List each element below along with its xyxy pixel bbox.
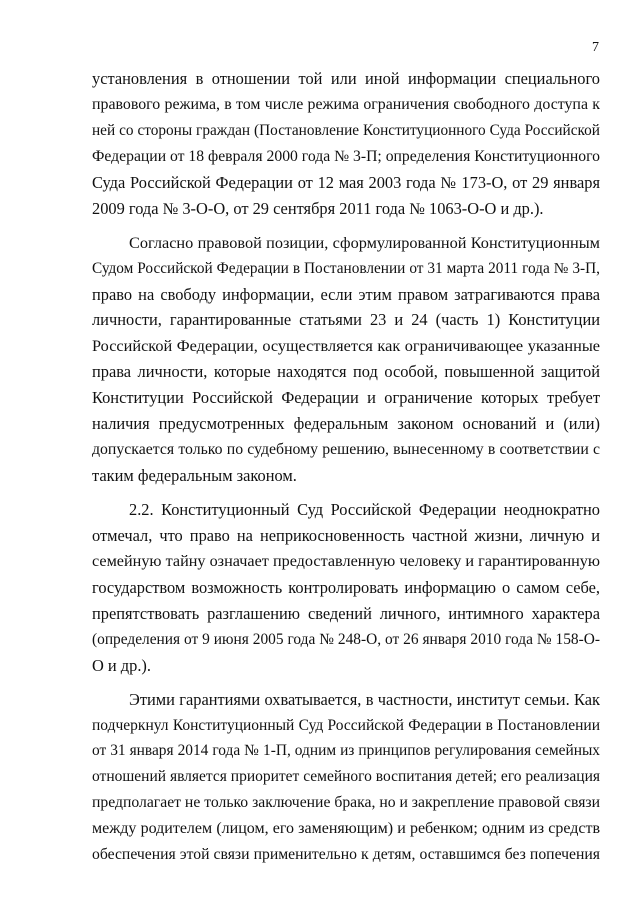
text-line: Российской Федерации, осуществляется как ограничивающее указанные	[92, 336, 600, 356]
text-line: обеспечения этой связи применительно к детям, оставшимся без попечения	[92, 846, 600, 864]
text-line: (определения от 9 июня 2005 года № 248-О, от 26 января 2010 года № 158-О-	[92, 630, 600, 648]
text-line: Этими гарантиями охватывается, в частности, институт семьи. Как	[129, 689, 600, 709]
text-line: 2009 года № 3-О-О, от 29 сентября 2011 года № 1063-О-О и др.).	[92, 198, 544, 218]
text-line: права личности, которые находятся под особой, повышенной защитой	[92, 362, 600, 382]
text-line: Суда Российской Федерации от 12 мая 2003 года № 173-О, от 29 января	[92, 172, 600, 192]
text-line: допускается только по судебному решению, вынесенному в соответствии с	[92, 441, 600, 459]
text-line: таким федеральным законом.	[92, 466, 297, 486]
text-line: препятствовать разглашению сведений личного, интимного характера	[92, 603, 600, 623]
document-body	[92, 66, 600, 868]
text-line: государством возможность контролировать информацию о самом себе,	[92, 577, 600, 597]
text-line: отмечал, что право на неприкосновенность частной жизни, личную и	[92, 525, 600, 545]
text-line: личности, гарантированные статьями 23 и 24 (часть 1) Конституции	[92, 310, 600, 330]
text-line: 2.2. Конституционный Суд Российской Федерации неоднократно	[129, 500, 600, 519]
text-line: подчеркнул Конституционный Суд Российской Федерации в Постановлении	[92, 716, 600, 734]
text-line: предполагает не только заключение брака, но и закрепление правовой связи	[92, 794, 600, 812]
text-line: ней со стороны граждан (Постановление Конституционного Суда Российской	[92, 121, 600, 139]
paragraph	[92, 497, 600, 679]
text-line: Федерации от 18 февраля 2000 года № 3-П; определения Конституционного	[92, 147, 600, 165]
text-line: Конституции Российской Федерации и ограничение которых требует	[92, 388, 600, 408]
text-line: установления в отношении той или иной информации специального	[92, 69, 600, 88]
paragraph	[92, 230, 600, 489]
text-line: право на свободу информации, если этим правом затрагиваются права	[92, 284, 600, 304]
text-line: от 31 января 2014 года № 1-П, одним из принципов регулирования семейных	[92, 742, 600, 760]
text-line: наличия предусмотренных федеральным законом оснований и (или)	[92, 414, 600, 434]
paragraph	[92, 66, 600, 222]
page-number: 7	[592, 40, 599, 55]
text-line: правового режима, в том числе режима ограничения свободного доступа к	[92, 95, 600, 113]
text-line: отношений является приоритет семейного воспитания детей; его реализация	[92, 768, 600, 786]
text-line: Согласно правовой позиции, сформулированной Конституционным	[129, 232, 600, 252]
text-line: О и др.).	[92, 655, 151, 675]
text-line: семейную тайну означает предоставленную человеку и гарантированную	[92, 551, 600, 570]
text-line: Судом Российской Федерации в Постановлении от 31 марта 2011 года № 3-П,	[92, 259, 600, 277]
paragraph	[92, 687, 600, 869]
text-line: между родителем (лицом, его заменяющим) и ребенком; одним из средств	[92, 820, 600, 838]
